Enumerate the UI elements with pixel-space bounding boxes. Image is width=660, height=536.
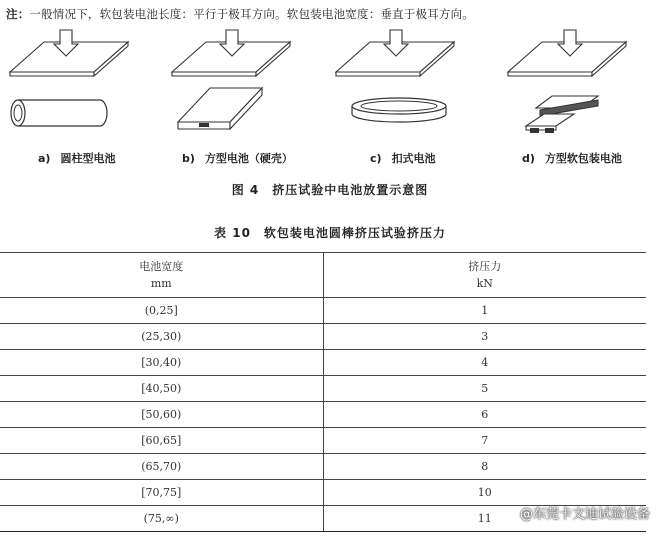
caption-b <box>182 150 293 166</box>
table-row <box>0 350 646 376</box>
note-text: 一般情况下，软包装电池长度：平行于极耳方向。软包装电池宽度：垂直于极耳方向。 <box>29 7 475 21</box>
table-row <box>0 428 646 454</box>
table-header-row <box>0 253 646 298</box>
caption-c-label: 扣式电池 <box>391 152 436 165</box>
cell-force: 3 <box>323 324 646 350</box>
cell-force: 11 <box>323 506 646 532</box>
crush-force-table <box>0 252 646 532</box>
caption-d-letter: d) <box>522 152 535 165</box>
caption-b-letter: b) <box>182 152 195 165</box>
cylindrical-battery <box>11 100 107 126</box>
cell-force: 5 <box>323 376 646 402</box>
table-row <box>0 298 646 324</box>
note-prefix: 注： <box>6 7 30 21</box>
table-row <box>0 402 646 428</box>
table-row <box>0 454 646 480</box>
cell-force: 4 <box>323 350 646 376</box>
watermark: @东莞卡文迪试验设备 <box>519 507 650 522</box>
caption-c <box>370 150 436 166</box>
caption-a <box>38 150 115 166</box>
figure-title: 图 4 挤压试验中电池放置示意图 <box>231 183 429 197</box>
cell-width: (0,25] <box>0 298 323 324</box>
prismatic-battery <box>178 88 262 129</box>
cell-force: 7 <box>323 428 646 454</box>
cell-force: 8 <box>323 454 646 480</box>
table-title: 表 10 软包装电池圆棒挤压试验挤压力 <box>214 226 446 240</box>
table-row <box>0 376 646 402</box>
caption-c-letter: c) <box>370 152 382 165</box>
caption-b-label: 方型电池（硬壳） <box>204 152 293 165</box>
note <box>6 6 474 22</box>
header-force-name: 挤压力 <box>468 260 502 273</box>
cell-width: (65,70) <box>0 454 323 480</box>
table-row <box>0 480 646 506</box>
cell-width: [30,40) <box>0 350 323 376</box>
cell-force: 1 <box>323 298 646 324</box>
cell-width: [60,65] <box>0 428 323 454</box>
table-row <box>0 324 646 350</box>
cell-width: [70,75] <box>0 480 323 506</box>
cell-width: [40,50) <box>0 376 323 402</box>
caption-a-letter: a) <box>38 152 51 165</box>
cell-force: 6 <box>323 402 646 428</box>
header-width <box>0 253 323 298</box>
pouch-battery <box>526 96 598 133</box>
header-force <box>323 253 646 298</box>
cell-force: 10 <box>323 480 646 506</box>
cell-width: (75,∞) <box>0 506 323 532</box>
cell-width: (25,30) <box>0 324 323 350</box>
header-width-name: 电池宽度 <box>139 260 184 273</box>
caption-a-label: 圆柱型电池 <box>60 152 116 165</box>
header-force-unit: kN <box>476 277 493 290</box>
header-width-unit: mm <box>150 277 172 290</box>
cell-width: [50,60) <box>0 402 323 428</box>
caption-d-label: 方型软包装电池 <box>544 152 622 165</box>
coin-battery <box>352 98 446 122</box>
caption-d <box>522 150 622 166</box>
